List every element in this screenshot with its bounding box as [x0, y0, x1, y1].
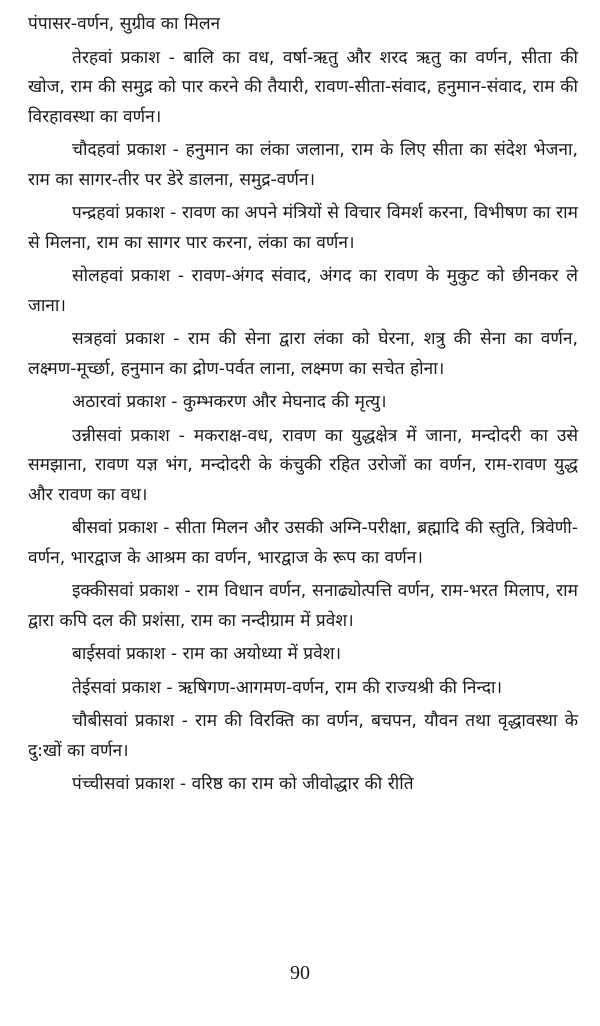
paragraph-chapter-13: तेरहवां प्रकाश - बालि का वध, वर्षा-ऋतु और शरद ऋतु का वर्णन, सीता की खोज, राम की समुद्र को पार करने की तैयारी, रावण-सीता-संवाद, हनुमान-संवाद, राम की विरहावस्था का वर्णन। — [28, 47, 578, 127]
paragraph-chapter-15: पन्द्रहवां प्रकाश - रावण का अपने मंत्रियों से विचार विमर्श करना, विभीषण का राम से मिलना, राम का सागर पार करना, लंका का वर्णन। — [28, 203, 578, 253]
paragraph-chapter-14: चौदहवां प्रकाश - हनुमान का लंका जलाना, राम के लिए सीता का संदेश भेजना, राम का सागर-तीर पर डेरे डालना, समुद्र-वर्णन। — [28, 140, 578, 190]
paragraph-chapter-24: चौबीसवां प्रकाश - राम की विरक्ति का वर्णन, बचपन, यौवन तथा वृद्धावस्था के दु:खों का वर्णन। — [28, 711, 578, 761]
paragraph-chapter-23: तेईसवां प्रकाश - ऋषिगण-आगमण-वर्णन, राम की राज्यश्री की निन्दा। — [72, 677, 503, 698]
paragraph-continuation: पंपासर-वर्णन, सुग्रीव का मिलन — [28, 14, 221, 34]
paragraph-chapter-19: उन्नीसवां प्रकाश - मकराक्ष-वध, रावण का युद्धक्षेत्र में जाना, मन्दोदरी का उसे समझाना, रावण यज्ञ भंग, मन्दोदरी के कंचुकी रहित उरोजों का वर्णन, राम-रावण युद्ध और रावण का वध। — [28, 425, 578, 505]
paragraph-chapter-22: बाईसवां प्रकाश - राम का अयोध्या में प्रवेश। — [72, 644, 342, 664]
paragraph-chapter-16: सोलहवां प्रकाश - रावण-अंगद संवाद, अंगद का रावण के मुकुट को छीनकर ले जाना। — [28, 266, 578, 316]
paragraph-chapter-20: बीसवां प्रकाश - सीता मिलन और उसकी अग्नि-परीक्षा, ब्रह्मादि की स्तुति, त्रिवेणी-वर्णन, भारद्वाज के आश्रम का वर्णन, भारद्वाज के रूप का वर्णन। — [28, 518, 578, 568]
page-number: 90 — [290, 962, 310, 984]
paragraph-chapter-18: अठारवां प्रकाश - कुम्भकरण और मेघनाद की मृत्यु। — [72, 392, 387, 412]
paragraph-chapter-21: इक्कीसवां प्रकाश - राम विधान वर्णन, सनाढ्योत्पत्ति वर्णन, राम-भरत मिलाप, राम द्वारा कपि दल की प्रशंसा, राम का नन्दीग्राम में प्रवेश। — [28, 581, 578, 631]
paragraph-chapter-17: सत्रहवां प्रकाश - राम की सेना द्वारा लंका को घेरना, शत्रु की सेना का वर्णन, लक्ष्मण-मूर्च्छा, हनुमान का द्रोण-पर्वत लाना, लक्ष्मण का सचेत होना। — [28, 329, 578, 379]
paragraph-chapter-25: पंच्चीसवां प्रकाश - वरिष्ठ का राम को जीवोद्धार की रीति — [72, 774, 414, 794]
